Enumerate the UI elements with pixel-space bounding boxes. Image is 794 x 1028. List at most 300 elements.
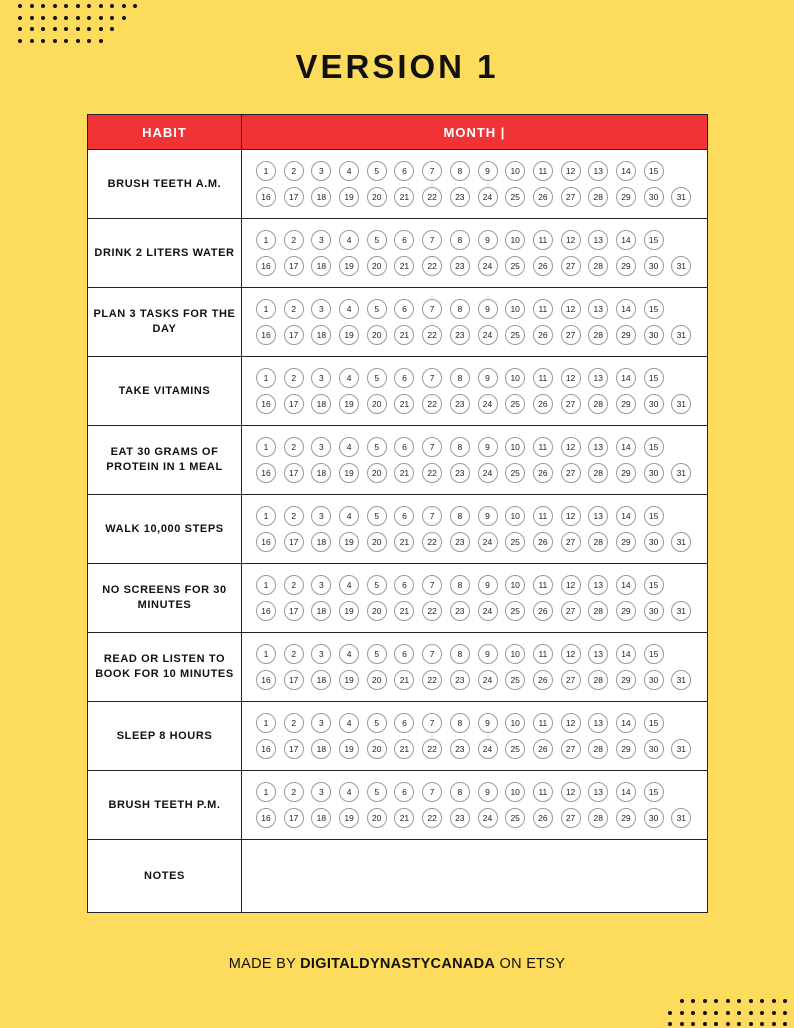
day-circle[interactable]: 12 (561, 230, 581, 250)
day-circle[interactable]: 22 (422, 325, 442, 345)
day-circle[interactable]: 18 (311, 808, 331, 828)
day-circle[interactable]: 17 (284, 670, 304, 690)
day-circle[interactable]: 20 (367, 601, 387, 621)
day-circle[interactable]: 27 (561, 256, 581, 276)
day-circle[interactable]: 1 (256, 782, 276, 802)
day-circle[interactable]: 21 (394, 808, 414, 828)
day-circle[interactable]: 9 (478, 506, 498, 526)
day-circle[interactable]: 1 (256, 575, 276, 595)
day-circle[interactable]: 15 (644, 161, 664, 181)
day-circle[interactable]: 21 (394, 601, 414, 621)
day-circle[interactable]: 29 (616, 601, 636, 621)
day-circle[interactable]: 17 (284, 601, 304, 621)
day-circle[interactable]: 2 (284, 644, 304, 664)
day-circle[interactable]: 30 (644, 808, 664, 828)
day-circle[interactable]: 20 (367, 739, 387, 759)
day-circle[interactable]: 24 (478, 532, 498, 552)
day-circle[interactable]: 30 (644, 601, 664, 621)
day-circle[interactable]: 20 (367, 256, 387, 276)
day-circle[interactable]: 11 (533, 368, 553, 388)
day-circle[interactable]: 28 (588, 739, 608, 759)
day-circle[interactable]: 16 (256, 463, 276, 483)
day-circle[interactable]: 19 (339, 256, 359, 276)
day-circle[interactable]: 13 (588, 368, 608, 388)
day-circle[interactable]: 11 (533, 782, 553, 802)
day-circle[interactable]: 4 (339, 299, 359, 319)
day-circle[interactable]: 12 (561, 368, 581, 388)
day-circle[interactable]: 17 (284, 256, 304, 276)
day-circle[interactable]: 23 (450, 187, 470, 207)
day-circle[interactable]: 2 (284, 782, 304, 802)
day-circle[interactable]: 4 (339, 368, 359, 388)
day-circle[interactable]: 6 (394, 506, 414, 526)
day-circle[interactable]: 2 (284, 713, 304, 733)
day-circle[interactable]: 15 (644, 299, 664, 319)
day-circle[interactable]: 22 (422, 670, 442, 690)
day-circle[interactable]: 22 (422, 394, 442, 414)
day-circle[interactable]: 17 (284, 463, 304, 483)
day-circle[interactable]: 1 (256, 437, 276, 457)
day-circle[interactable]: 22 (422, 187, 442, 207)
day-circle[interactable]: 20 (367, 463, 387, 483)
day-circle[interactable]: 23 (450, 601, 470, 621)
day-circle[interactable]: 16 (256, 601, 276, 621)
day-circle[interactable]: 8 (450, 644, 470, 664)
day-circle[interactable]: 21 (394, 394, 414, 414)
day-circle[interactable]: 2 (284, 437, 304, 457)
day-circle[interactable]: 13 (588, 782, 608, 802)
day-circle[interactable]: 26 (533, 256, 553, 276)
day-circle[interactable]: 19 (339, 739, 359, 759)
day-circle[interactable]: 23 (450, 325, 470, 345)
day-circle[interactable]: 30 (644, 187, 664, 207)
day-circle[interactable]: 2 (284, 506, 304, 526)
day-circle[interactable]: 24 (478, 394, 498, 414)
day-circle[interactable]: 21 (394, 187, 414, 207)
day-circle[interactable]: 9 (478, 161, 498, 181)
day-circle[interactable]: 27 (561, 187, 581, 207)
day-circle[interactable]: 13 (588, 230, 608, 250)
day-circle[interactable]: 30 (644, 739, 664, 759)
day-circle[interactable]: 3 (311, 575, 331, 595)
day-circle[interactable]: 9 (478, 368, 498, 388)
day-circle[interactable]: 4 (339, 161, 359, 181)
day-circle[interactable]: 3 (311, 299, 331, 319)
day-circle[interactable]: 10 (505, 575, 525, 595)
day-circle[interactable]: 5 (367, 782, 387, 802)
day-circle[interactable]: 30 (644, 463, 664, 483)
day-circle[interactable]: 11 (533, 161, 553, 181)
day-circle[interactable]: 11 (533, 644, 553, 664)
day-circle[interactable]: 26 (533, 808, 553, 828)
day-circle[interactable]: 30 (644, 394, 664, 414)
day-circle[interactable]: 12 (561, 161, 581, 181)
day-circle[interactable]: 14 (616, 437, 636, 457)
day-circle[interactable]: 28 (588, 394, 608, 414)
day-circle[interactable]: 27 (561, 325, 581, 345)
day-circle[interactable]: 2 (284, 368, 304, 388)
day-circle[interactable]: 21 (394, 739, 414, 759)
day-circle[interactable]: 25 (505, 325, 525, 345)
day-circle[interactable]: 28 (588, 187, 608, 207)
day-circle[interactable]: 15 (644, 644, 664, 664)
day-circle[interactable]: 25 (505, 808, 525, 828)
day-circle[interactable]: 6 (394, 437, 414, 457)
day-circle[interactable]: 7 (422, 161, 442, 181)
day-circle[interactable]: 10 (505, 506, 525, 526)
day-circle[interactable]: 26 (533, 394, 553, 414)
day-circle[interactable]: 24 (478, 670, 498, 690)
day-circle[interactable]: 8 (450, 230, 470, 250)
day-circle[interactable]: 8 (450, 575, 470, 595)
day-circle[interactable]: 3 (311, 230, 331, 250)
day-circle[interactable]: 6 (394, 575, 414, 595)
day-circle[interactable]: 16 (256, 394, 276, 414)
day-circle[interactable]: 7 (422, 506, 442, 526)
day-circle[interactable]: 26 (533, 187, 553, 207)
day-circle[interactable]: 13 (588, 299, 608, 319)
day-circle[interactable]: 28 (588, 670, 608, 690)
day-circle[interactable]: 11 (533, 506, 553, 526)
day-circle[interactable]: 22 (422, 601, 442, 621)
day-circle[interactable]: 20 (367, 325, 387, 345)
day-circle[interactable]: 15 (644, 782, 664, 802)
day-circle[interactable]: 5 (367, 161, 387, 181)
day-circle[interactable]: 19 (339, 670, 359, 690)
day-circle[interactable]: 31 (671, 394, 691, 414)
day-circle[interactable]: 6 (394, 644, 414, 664)
day-circle[interactable]: 5 (367, 437, 387, 457)
day-circle[interactable]: 4 (339, 644, 359, 664)
day-circle[interactable]: 31 (671, 739, 691, 759)
day-circle[interactable]: 10 (505, 299, 525, 319)
day-circle[interactable]: 31 (671, 187, 691, 207)
day-circle[interactable]: 18 (311, 601, 331, 621)
day-circle[interactable]: 9 (478, 230, 498, 250)
day-circle[interactable]: 15 (644, 713, 664, 733)
day-circle[interactable]: 29 (616, 670, 636, 690)
day-circle[interactable]: 17 (284, 187, 304, 207)
day-circle[interactable]: 30 (644, 325, 664, 345)
day-circle[interactable]: 30 (644, 256, 664, 276)
day-circle[interactable]: 3 (311, 782, 331, 802)
day-circle[interactable]: 7 (422, 644, 442, 664)
day-circle[interactable]: 31 (671, 601, 691, 621)
day-circle[interactable]: 13 (588, 506, 608, 526)
day-circle[interactable]: 30 (644, 532, 664, 552)
day-circle[interactable]: 10 (505, 368, 525, 388)
day-circle[interactable]: 10 (505, 644, 525, 664)
day-circle[interactable]: 22 (422, 532, 442, 552)
day-circle[interactable]: 5 (367, 299, 387, 319)
day-circle[interactable]: 23 (450, 256, 470, 276)
day-circle[interactable]: 5 (367, 575, 387, 595)
day-circle[interactable]: 17 (284, 325, 304, 345)
day-circle[interactable]: 19 (339, 463, 359, 483)
day-circle[interactable]: 28 (588, 601, 608, 621)
day-circle[interactable]: 6 (394, 161, 414, 181)
day-circle[interactable]: 23 (450, 394, 470, 414)
day-circle[interactable]: 18 (311, 532, 331, 552)
day-circle[interactable]: 19 (339, 808, 359, 828)
day-circle[interactable]: 10 (505, 782, 525, 802)
day-circle[interactable]: 13 (588, 575, 608, 595)
day-circle[interactable]: 9 (478, 299, 498, 319)
day-circle[interactable]: 16 (256, 739, 276, 759)
day-circle[interactable]: 11 (533, 437, 553, 457)
day-circle[interactable]: 29 (616, 532, 636, 552)
day-circle[interactable]: 16 (256, 187, 276, 207)
day-circle[interactable]: 19 (339, 394, 359, 414)
day-circle[interactable]: 23 (450, 463, 470, 483)
day-circle[interactable]: 14 (616, 644, 636, 664)
day-circle[interactable]: 29 (616, 187, 636, 207)
day-circle[interactable]: 24 (478, 187, 498, 207)
day-circle[interactable]: 1 (256, 713, 276, 733)
day-circle[interactable]: 31 (671, 325, 691, 345)
day-circle[interactable]: 9 (478, 644, 498, 664)
day-circle[interactable]: 20 (367, 394, 387, 414)
day-circle[interactable]: 10 (505, 437, 525, 457)
day-circle[interactable]: 4 (339, 782, 359, 802)
day-circle[interactable]: 5 (367, 506, 387, 526)
day-circle[interactable]: 29 (616, 808, 636, 828)
day-circle[interactable]: 6 (394, 713, 414, 733)
day-circle[interactable]: 28 (588, 808, 608, 828)
day-circle[interactable]: 14 (616, 368, 636, 388)
day-circle[interactable]: 27 (561, 739, 581, 759)
day-circle[interactable]: 17 (284, 394, 304, 414)
day-circle[interactable]: 16 (256, 670, 276, 690)
day-circle[interactable]: 28 (588, 463, 608, 483)
day-circle[interactable]: 15 (644, 368, 664, 388)
day-circle[interactable]: 29 (616, 325, 636, 345)
day-circle[interactable]: 5 (367, 368, 387, 388)
day-circle[interactable]: 31 (671, 808, 691, 828)
day-circle[interactable]: 11 (533, 299, 553, 319)
day-circle[interactable]: 1 (256, 644, 276, 664)
day-circle[interactable]: 10 (505, 230, 525, 250)
notes-area[interactable] (242, 840, 708, 913)
day-circle[interactable]: 28 (588, 256, 608, 276)
day-circle[interactable]: 8 (450, 299, 470, 319)
day-circle[interactable]: 8 (450, 368, 470, 388)
day-circle[interactable]: 9 (478, 437, 498, 457)
day-circle[interactable]: 26 (533, 325, 553, 345)
day-circle[interactable]: 16 (256, 532, 276, 552)
day-circle[interactable]: 16 (256, 325, 276, 345)
day-circle[interactable]: 22 (422, 808, 442, 828)
day-circle[interactable]: 31 (671, 670, 691, 690)
day-circle[interactable]: 23 (450, 739, 470, 759)
day-circle[interactable]: 2 (284, 299, 304, 319)
day-circle[interactable]: 8 (450, 437, 470, 457)
day-circle[interactable]: 24 (478, 325, 498, 345)
day-circle[interactable]: 27 (561, 394, 581, 414)
day-circle[interactable]: 21 (394, 256, 414, 276)
day-circle[interactable]: 19 (339, 325, 359, 345)
day-circle[interactable]: 20 (367, 532, 387, 552)
day-circle[interactable]: 31 (671, 532, 691, 552)
day-circle[interactable]: 12 (561, 644, 581, 664)
day-circle[interactable]: 14 (616, 713, 636, 733)
day-circle[interactable]: 5 (367, 230, 387, 250)
day-circle[interactable]: 11 (533, 230, 553, 250)
day-circle[interactable]: 26 (533, 739, 553, 759)
day-circle[interactable]: 25 (505, 463, 525, 483)
day-circle[interactable]: 4 (339, 713, 359, 733)
day-circle[interactable]: 2 (284, 230, 304, 250)
day-circle[interactable]: 4 (339, 437, 359, 457)
day-circle[interactable]: 15 (644, 575, 664, 595)
day-circle[interactable]: 4 (339, 230, 359, 250)
day-circle[interactable]: 29 (616, 739, 636, 759)
day-circle[interactable]: 8 (450, 782, 470, 802)
day-circle[interactable]: 4 (339, 506, 359, 526)
day-circle[interactable]: 31 (671, 256, 691, 276)
day-circle[interactable]: 27 (561, 463, 581, 483)
day-circle[interactable]: 12 (561, 299, 581, 319)
day-circle[interactable]: 8 (450, 161, 470, 181)
day-circle[interactable]: 24 (478, 808, 498, 828)
day-circle[interactable]: 13 (588, 644, 608, 664)
day-circle[interactable]: 17 (284, 532, 304, 552)
day-circle[interactable]: 26 (533, 601, 553, 621)
day-circle[interactable]: 5 (367, 644, 387, 664)
day-circle[interactable]: 18 (311, 325, 331, 345)
day-circle[interactable]: 20 (367, 670, 387, 690)
day-circle[interactable]: 14 (616, 506, 636, 526)
day-circle[interactable]: 3 (311, 368, 331, 388)
day-circle[interactable]: 8 (450, 713, 470, 733)
day-circle[interactable]: 27 (561, 808, 581, 828)
day-circle[interactable]: 1 (256, 299, 276, 319)
day-circle[interactable]: 18 (311, 394, 331, 414)
day-circle[interactable]: 12 (561, 782, 581, 802)
day-circle[interactable]: 14 (616, 575, 636, 595)
day-circle[interactable]: 22 (422, 463, 442, 483)
day-circle[interactable]: 9 (478, 782, 498, 802)
day-circle[interactable]: 3 (311, 161, 331, 181)
day-circle[interactable]: 17 (284, 739, 304, 759)
day-circle[interactable]: 1 (256, 368, 276, 388)
day-circle[interactable]: 1 (256, 230, 276, 250)
day-circle[interactable]: 13 (588, 437, 608, 457)
day-circle[interactable]: 28 (588, 532, 608, 552)
day-circle[interactable]: 13 (588, 713, 608, 733)
day-circle[interactable]: 29 (616, 463, 636, 483)
day-circle[interactable]: 16 (256, 256, 276, 276)
day-circle[interactable]: 14 (616, 299, 636, 319)
day-circle[interactable]: 15 (644, 230, 664, 250)
day-circle[interactable]: 5 (367, 713, 387, 733)
day-circle[interactable]: 26 (533, 670, 553, 690)
day-circle[interactable]: 25 (505, 532, 525, 552)
day-circle[interactable]: 7 (422, 575, 442, 595)
day-circle[interactable]: 21 (394, 532, 414, 552)
day-circle[interactable]: 3 (311, 644, 331, 664)
day-circle[interactable]: 18 (311, 256, 331, 276)
day-circle[interactable]: 24 (478, 739, 498, 759)
day-circle[interactable]: 29 (616, 256, 636, 276)
day-circle[interactable]: 24 (478, 601, 498, 621)
day-circle[interactable]: 10 (505, 161, 525, 181)
day-circle[interactable]: 27 (561, 670, 581, 690)
day-circle[interactable]: 3 (311, 437, 331, 457)
day-circle[interactable]: 22 (422, 739, 442, 759)
day-circle[interactable]: 6 (394, 368, 414, 388)
day-circle[interactable]: 13 (588, 161, 608, 181)
day-circle[interactable]: 19 (339, 187, 359, 207)
day-circle[interactable]: 4 (339, 575, 359, 595)
day-circle[interactable]: 6 (394, 782, 414, 802)
day-circle[interactable]: 12 (561, 506, 581, 526)
day-circle[interactable]: 28 (588, 325, 608, 345)
day-circle[interactable]: 11 (533, 713, 553, 733)
day-circle[interactable]: 29 (616, 394, 636, 414)
day-circle[interactable]: 12 (561, 713, 581, 733)
day-circle[interactable]: 15 (644, 506, 664, 526)
day-circle[interactable]: 7 (422, 230, 442, 250)
day-circle[interactable]: 20 (367, 808, 387, 828)
day-circle[interactable]: 18 (311, 187, 331, 207)
day-circle[interactable]: 15 (644, 437, 664, 457)
day-circle[interactable]: 27 (561, 532, 581, 552)
day-circle[interactable]: 21 (394, 670, 414, 690)
day-circle[interactable]: 23 (450, 670, 470, 690)
day-circle[interactable]: 3 (311, 506, 331, 526)
day-circle[interactable]: 23 (450, 532, 470, 552)
day-circle[interactable]: 7 (422, 713, 442, 733)
day-circle[interactable]: 14 (616, 161, 636, 181)
day-circle[interactable]: 25 (505, 601, 525, 621)
day-circle[interactable]: 8 (450, 506, 470, 526)
day-circle[interactable]: 27 (561, 601, 581, 621)
day-circle[interactable]: 25 (505, 394, 525, 414)
day-circle[interactable]: 21 (394, 325, 414, 345)
day-circle[interactable]: 25 (505, 187, 525, 207)
day-circle[interactable]: 14 (616, 230, 636, 250)
day-circle[interactable]: 20 (367, 187, 387, 207)
day-circle[interactable]: 18 (311, 739, 331, 759)
day-circle[interactable]: 19 (339, 532, 359, 552)
day-circle[interactable]: 12 (561, 575, 581, 595)
day-circle[interactable]: 7 (422, 782, 442, 802)
day-circle[interactable]: 26 (533, 463, 553, 483)
day-circle[interactable]: 23 (450, 808, 470, 828)
day-circle[interactable]: 30 (644, 670, 664, 690)
day-circle[interactable]: 31 (671, 463, 691, 483)
day-circle[interactable]: 9 (478, 575, 498, 595)
day-circle[interactable]: 1 (256, 506, 276, 526)
day-circle[interactable]: 25 (505, 739, 525, 759)
day-circle[interactable]: 16 (256, 808, 276, 828)
day-circle[interactable]: 1 (256, 161, 276, 181)
day-circle[interactable]: 10 (505, 713, 525, 733)
day-circle[interactable]: 9 (478, 713, 498, 733)
day-circle[interactable]: 2 (284, 575, 304, 595)
day-circle[interactable]: 22 (422, 256, 442, 276)
day-circle[interactable]: 6 (394, 299, 414, 319)
day-circle[interactable]: 11 (533, 575, 553, 595)
day-circle[interactable]: 18 (311, 463, 331, 483)
day-circle[interactable]: 25 (505, 256, 525, 276)
day-circle[interactable]: 18 (311, 670, 331, 690)
day-circle[interactable]: 21 (394, 463, 414, 483)
day-circle[interactable]: 3 (311, 713, 331, 733)
day-circle[interactable]: 7 (422, 368, 442, 388)
day-circle[interactable]: 12 (561, 437, 581, 457)
